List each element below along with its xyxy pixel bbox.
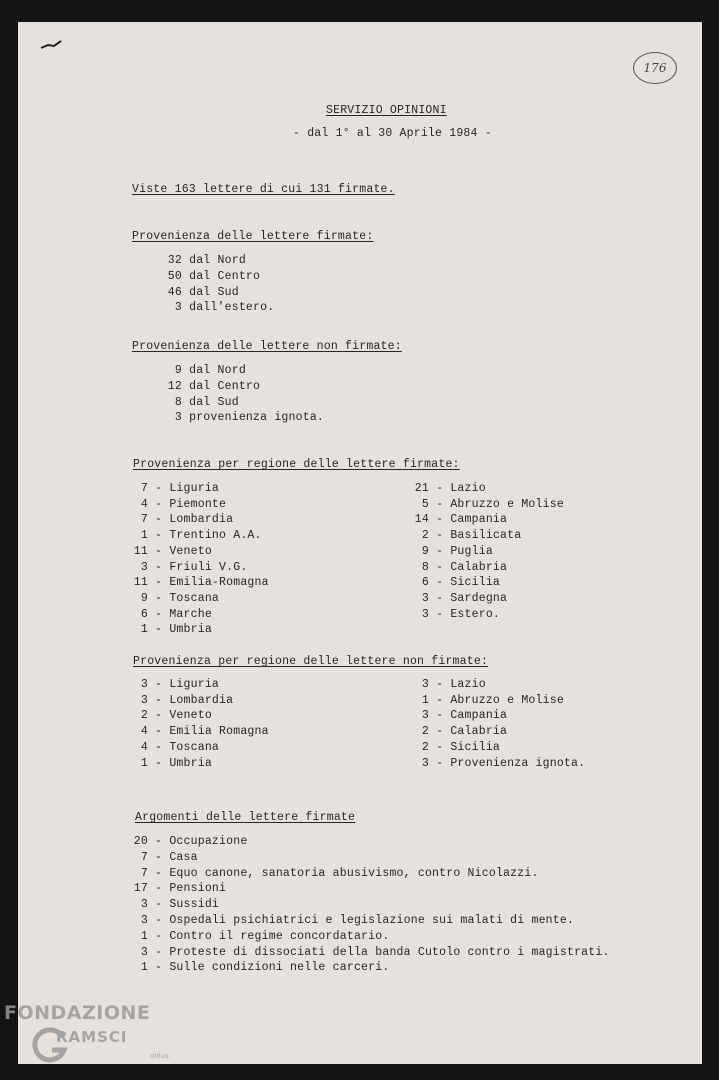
list-item: 2 - Basilicata (412, 529, 521, 543)
item-label: Toscana (169, 591, 220, 605)
list-item: 7 - Casa (131, 851, 198, 865)
item-count: 9 (140, 591, 148, 605)
item-count: 8 (421, 560, 429, 574)
list-item: 4 - Piemonte (131, 498, 226, 512)
list-item: 3 - Sussidi (131, 898, 219, 912)
list-item: 3 - Provenienza ignota. (412, 757, 585, 771)
item-count: 1 (140, 756, 148, 770)
list-item: 3 - Lazio (412, 678, 486, 692)
ink-mark-icon (40, 40, 62, 50)
item-count: 3 (421, 678, 429, 691)
list-item: 3 - Ospedali psichiatrici e legislazione sui malati di mente. (131, 914, 574, 928)
watermark-line2: RAMSCI (56, 1028, 128, 1046)
item-count: 2 (421, 529, 429, 543)
item-count: 9 (421, 544, 429, 558)
item-label: Sulle condizioni nelle carceri. (169, 961, 390, 975)
list-item: 21 - Lazio (412, 482, 486, 496)
item-count: 3 (421, 756, 429, 770)
item-label: Sussidi (169, 898, 220, 912)
item-count: 7 (140, 850, 148, 864)
list-item: 3 - Friuli V.G. (131, 561, 247, 575)
list-item: 3 - Sardegna (412, 592, 507, 606)
item-count: 3 (140, 560, 148, 574)
item-label: Pensioni (169, 882, 227, 896)
item-label: Calabria (450, 560, 508, 574)
item-label: Lazio (450, 482, 486, 495)
list-item (166, 270, 260, 284)
item-count: 11 (133, 576, 148, 590)
list-item: 11 - Veneto (131, 545, 212, 559)
signed-regions-heading: Provenienza per regione delle lettere firmate: (133, 458, 460, 471)
item-label: Calabria (450, 725, 508, 739)
item-count: 3 (140, 914, 148, 927)
list-item: 1 - Abruzzo e Molise (412, 694, 564, 708)
list-item: 11 - Emilia-Romagna (131, 576, 269, 590)
list-item: 5 - Abruzzo e Molise (412, 498, 564, 512)
item-count: 5 (421, 497, 429, 511)
list-item: 3 - Campania (412, 709, 507, 723)
item-label: Friuli V.G. (169, 560, 248, 574)
item-label: Lombardia (169, 513, 234, 527)
item-count: 3 (174, 301, 182, 315)
list-item: 17 - Pensioni (131, 882, 226, 896)
list-item: 7 - Liguria (131, 482, 219, 496)
list-item (166, 364, 246, 378)
summary-line: Viste 163 lettere di cui 131 firmate. (132, 183, 395, 196)
list-item: 7 - Equo canone, sanatoria abusivismo, contro Nicolazzi. (131, 867, 539, 881)
item-label: dal Centro (189, 379, 261, 393)
item-label: Proteste di dissociati della banda Cutolo contro i magistrati. (169, 945, 610, 959)
item-label: Toscana (169, 740, 220, 754)
list-item (166, 301, 274, 315)
item-count: 3 (140, 945, 148, 959)
item-label: Lazio (450, 678, 486, 691)
item-label: Umbria (169, 756, 212, 770)
item-count: 8 (174, 395, 182, 409)
item-count: 3 (140, 678, 148, 691)
item-count: 12 (167, 379, 182, 393)
list-item (166, 411, 324, 425)
item-count: 3 (421, 591, 429, 605)
item-label: dal Sud (189, 285, 239, 299)
list-item: 9 - Puglia (412, 545, 493, 559)
item-count: 21 (414, 482, 429, 495)
topics-heading: Argomenti delle lettere firmate (135, 811, 356, 824)
list-item: 1 - Umbria (131, 623, 212, 637)
item-label: Campania (450, 709, 508, 723)
item-count: 4 (140, 497, 148, 511)
list-item: 3 - Liguria (131, 678, 219, 692)
item-count: 2 (421, 740, 429, 754)
item-label: Emilia Romagna (169, 725, 269, 739)
item-count: 17 (133, 882, 148, 896)
item-count: 50 (167, 269, 182, 283)
item-count: 11 (133, 544, 148, 558)
item-label: Occupazione (169, 835, 248, 848)
item-label: Trentino A.A. (169, 529, 262, 543)
item-label: Lombardia (169, 693, 234, 707)
list-item: 4 - Toscana (131, 741, 219, 755)
list-item: 3 - Lombardia (131, 694, 233, 708)
item-count: 1 (140, 929, 148, 943)
item-label: Piemonte (169, 497, 227, 511)
list-item: 20 - Occupazione (131, 835, 247, 849)
list-item: 1 - Trentino A.A. (131, 529, 262, 543)
document-period: - dal 1° al 30 Aprile 1984 - (293, 127, 492, 140)
item-count: 3 (421, 709, 429, 723)
item-label: Campania (450, 513, 508, 527)
item-label: dal Centro (189, 269, 261, 283)
list-item: 4 - Emilia Romagna (131, 725, 269, 739)
item-label: Marche (169, 607, 212, 621)
item-count: 2 (140, 709, 148, 723)
item-label: Puglia (450, 544, 493, 558)
signed-origin-heading: Provenienza delle lettere firmate: (132, 230, 374, 243)
item-label: Emilia-Romagna (169, 576, 269, 590)
item-count: 3 (140, 693, 148, 707)
item-count: 46 (167, 285, 182, 299)
item-count: 3 (421, 607, 429, 621)
list-item: 2 - Sicilia (412, 741, 500, 755)
item-count: 9 (174, 364, 182, 377)
unsigned-origin-heading: Provenienza delle lettere non firmate: (132, 340, 402, 353)
item-label: Ospedali psichiatrici e legislazione sui malati di mente. (169, 914, 575, 927)
list-item (166, 254, 246, 268)
list-item: 9 - Toscana (131, 592, 219, 606)
item-label: provenienza ignota. (189, 411, 325, 425)
item-label: Liguria (169, 482, 220, 495)
item-label: Provenienza ignota. (450, 756, 586, 770)
list-item: 2 - Calabria (412, 725, 507, 739)
list-item (166, 396, 239, 410)
item-count: 1 (140, 623, 148, 637)
item-label: dall'estero. (189, 301, 275, 315)
item-count: 1 (140, 529, 148, 543)
item-label: Sardegna (450, 591, 508, 605)
item-count: 14 (414, 513, 429, 527)
list-item: 2 - Veneto (131, 709, 212, 723)
item-count: 7 (140, 482, 148, 495)
document-page (18, 22, 702, 1064)
item-label: dal Nord (189, 364, 246, 377)
item-count: 32 (167, 254, 182, 267)
item-label: dal Nord (189, 254, 246, 267)
item-count: 3 (174, 411, 182, 425)
item-label: Abruzzo e Molise (450, 497, 564, 511)
list-item (166, 380, 260, 394)
item-count: 1 (421, 693, 429, 707)
watermark-line3: onlus (150, 1052, 169, 1060)
item-label: Basilicata (450, 529, 522, 543)
item-label: dal Sud (189, 395, 239, 409)
watermark-logo (4, 1002, 169, 1060)
item-count: 6 (140, 607, 148, 621)
list-item: 6 - Sicilia (412, 576, 500, 590)
item-label: Veneto (169, 544, 212, 558)
item-count: 7 (140, 866, 148, 880)
list-item: 14 - Campania (412, 513, 507, 527)
item-count: 6 (421, 576, 429, 590)
watermark-line1: FONDAZIONE (4, 1002, 151, 1024)
list-item: 1 - Sulle condizioni nelle carceri. (131, 961, 389, 975)
item-count: 2 (421, 725, 429, 739)
list-item: 8 - Calabria (412, 561, 507, 575)
item-label: Casa (169, 850, 198, 864)
list-item: 3 - Estero. (412, 608, 500, 622)
item-label: Estero. (450, 607, 501, 621)
item-count: 3 (140, 898, 148, 912)
item-count: 4 (140, 740, 148, 754)
list-item: 1 - Contro il regime concordatario. (131, 930, 389, 944)
page-number-stamp: 176 (633, 52, 677, 84)
item-label: Sicilia (450, 740, 501, 754)
item-label: Sicilia (450, 576, 501, 590)
list-item (166, 286, 239, 300)
item-label: Veneto (169, 709, 212, 723)
list-item: 1 - Umbria (131, 757, 212, 771)
list-item: 6 - Marche (131, 608, 212, 622)
item-label: Contro il regime concordatario. (169, 929, 390, 943)
unsigned-regions-heading: Provenienza per regione delle lettere non firmate: (133, 655, 489, 668)
document-title: SERVIZIO OPINIONI (326, 104, 447, 117)
item-label: Equo canone, sanatoria abusivismo, contro Nicolazzi. (169, 866, 539, 880)
item-count: 20 (133, 835, 148, 848)
item-label: Abruzzo e Molise (450, 693, 564, 707)
item-count: 1 (140, 961, 148, 975)
item-count: 7 (140, 513, 148, 527)
list-item: 7 - Lombardia (131, 513, 233, 527)
item-count: 4 (140, 725, 148, 739)
item-label: Liguria (169, 678, 220, 691)
item-label: Umbria (169, 623, 212, 637)
list-item: 3 - Proteste di dissociati della banda Cutolo contro i magistrati. (131, 946, 610, 960)
